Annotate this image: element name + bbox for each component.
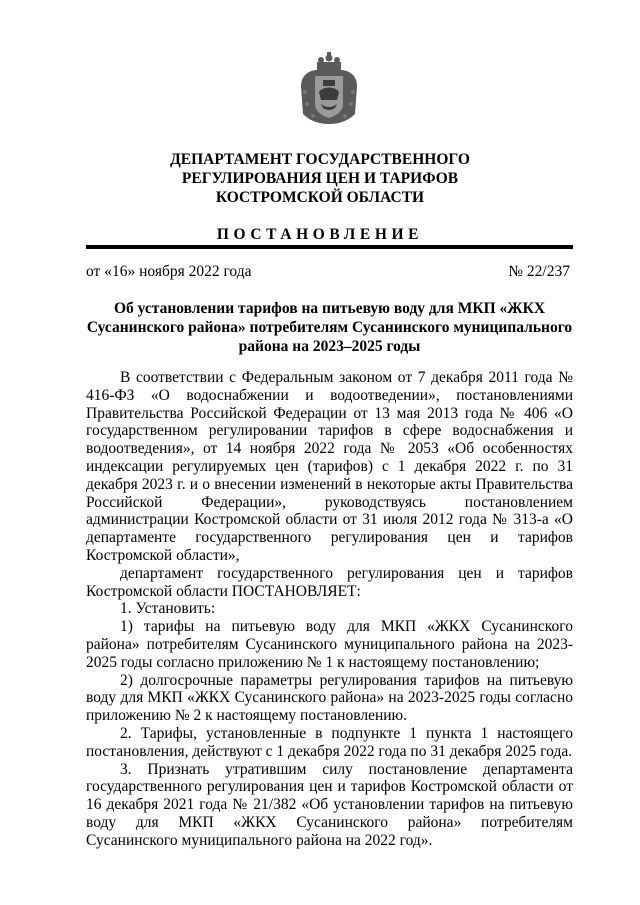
paragraph-item-1-1: 1) тарифы на питьевую воду для МКП «ЖКХ Сусанинского района» потребителям Сусанинского муниципального района на 2023-2025 годы согласно приложению № 1 к настоящему постановлению; [86, 618, 573, 671]
department-line-1: ДЕПАРТАМЕНТ ГОСУДАРСТВЕННОГО [170, 151, 470, 168]
paragraph-item-3: 3. Признать утратившим силу постановление департамента государственного регулирования цен и тарифов Костромской области от 16 декабря 2021 года № 21/382 «Об установлении тарифов на питьевую воду для МКП «ЖКХ Сусанинского района» потребителям Сусанинского муниципального района на 2022 год». [86, 760, 573, 849]
document-body [86, 369, 573, 850]
department-line-2: РЕГУЛИРОВАНИЯ ЦЕН И ТАРИФОВ [181, 170, 459, 187]
department-name [0, 150, 640, 207]
department-line-3: КОСТРОМСКОЙ ОБЛАСТИ [215, 189, 425, 206]
document-type: ПОСТАНОВЛЕНИЕ [216, 226, 424, 243]
paragraph-item-1-2: 2) долгосрочные параметры регулирования тарифов на питьевую воду для МКП «ЖКХ Сусанинского района» на 2023-2025 годы согласно приложению № 2 к настоящему постановлению. [86, 671, 573, 725]
header-divider [86, 245, 573, 249]
paragraph-item-2: 2. Тарифы, установленные в подпункте 1 пункта 1 настоящего постановления, действуют с 1 декабря 2022 года по 31 декабря 2025 года. [86, 724, 573, 760]
document-date: от «16» ноября 2022 года [86, 263, 252, 280]
paragraph-item-1: 1. Установить: [120, 600, 216, 618]
document-number: № 22/237 [508, 263, 570, 280]
coat-of-arms-icon [297, 52, 361, 128]
document-title: Об установлении тарифов на питьевую воду для МКП «ЖКХ Сусанинского района» потребителям Сусанинского муниципального района на 2023–2025 годы [86, 300, 573, 355]
paragraph-preamble: В соответствии с Федеральным законом от 7 декабря 2011 года № 416-ФЗ «О водоснабжении и водоотведении», постановлениями Правительства Российской Федерации от 13 мая 2013 года № 406 «О государственном регулировании тарифов в сфере водоснабжения и водоотведения», от 14 ноября 2022 года № 2053 «Об особенностях индексации регулируемых цен (тарифов) с 1 декабря 2022 г. по 31 декабря 2023 г. и о внесении изменений в некоторые акты Правительства Российской Федерации», руководствуясь постановлением администрации Костромской области от 31 июля 2012 года № 313-а «О департаменте государственного регулирования цен и тарифов Костромской области», [86, 369, 573, 564]
paragraph-resolution: департамент государственного регулирования цен и тарифов Костромской области ПОСТАНОВЛЯЕТ: [86, 564, 573, 600]
